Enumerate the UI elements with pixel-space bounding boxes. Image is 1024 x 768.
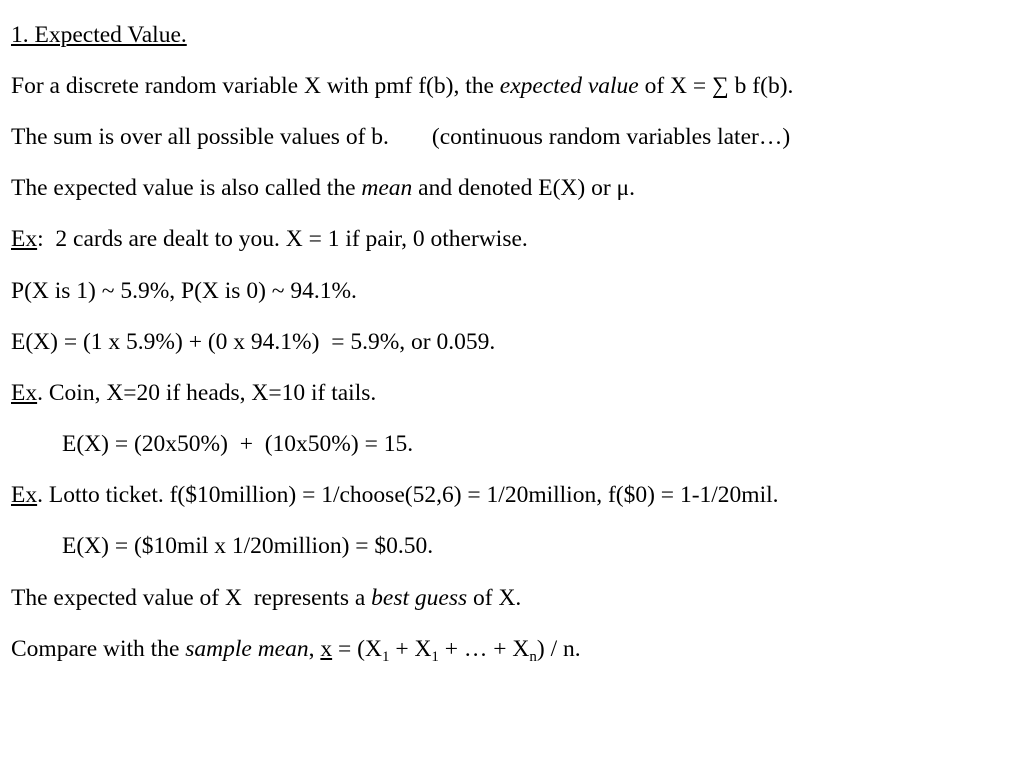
mean-line (11, 174, 635, 202)
best-guess-pre: The expected value of X represents a (11, 585, 372, 611)
subscript-n: n (529, 649, 537, 665)
best-guess-line (11, 584, 521, 612)
definition-pre: For a discrete random variable X with pmf f(b), the (11, 73, 500, 99)
sum-note-line (11, 123, 790, 151)
example2-calculation: E(X) = (20x50%) + (10x50%) = 15. (62, 431, 414, 457)
sample-mean-pre: Compare with the (11, 636, 186, 662)
example3-calculation: E(X) = ($10mil x 1/20million) = $0.50. (62, 533, 434, 559)
example3-label: Ex (11, 482, 38, 508)
sample-mean-eq-open: = (X (332, 636, 382, 662)
definition-term: expected value (499, 73, 639, 99)
sample-mean-term: sample mean (185, 636, 309, 662)
mean-term: mean (361, 175, 413, 201)
sample-mean-plus: + X (389, 636, 432, 662)
example1-calculation: E(X) = (1 x 5.9%) + (0 x 94.1%) = 5.9%, or 0.059. (11, 329, 496, 355)
example1-text: : 2 cards are dealt to you. X = 1 if pair, 0 otherwise. (37, 226, 528, 252)
sum-note-aside: (continuous random variables later…) (431, 124, 791, 150)
best-guess-post: of X. (467, 585, 522, 611)
slide-heading: 1. Expected Value. (11, 22, 187, 48)
sample-mean-symbol: x (320, 636, 333, 662)
sample-mean-comma: , (308, 636, 321, 662)
example1-label: Ex (11, 226, 38, 252)
example1-probabilities: P(X is 1) ~ 5.9%, P(X is 0) ~ 94.1%. (11, 278, 357, 304)
example2-label: Ex (11, 380, 38, 406)
sample-mean-line (11, 635, 581, 666)
sample-mean-ellipsis: + … + X (438, 636, 530, 662)
best-guess-term: best guess (371, 585, 468, 611)
mean-pre: The expected value is also called the (11, 175, 362, 201)
example3-text: . Lotto ticket. f($10million) = 1/choose(52,6) = 1/20million, f($0) = 1-1/20mil. (37, 482, 779, 508)
definition-post: of X = ∑ b f(b). (638, 73, 794, 99)
example2-line (11, 379, 376, 407)
sum-note-text: The sum is over all possible values of b. (11, 124, 389, 150)
sample-mean-eq-close: ) / n. (536, 636, 581, 662)
subscript-2: 1 (431, 649, 439, 665)
example1-line (11, 225, 528, 253)
definition-line (11, 72, 793, 100)
example3-line (11, 481, 779, 509)
subscript-1: 1 (381, 649, 390, 665)
mean-post: and denoted E(X) or μ. (412, 175, 636, 201)
example2-text: . Coin, X=20 if heads, X=10 if tails. (37, 380, 377, 406)
